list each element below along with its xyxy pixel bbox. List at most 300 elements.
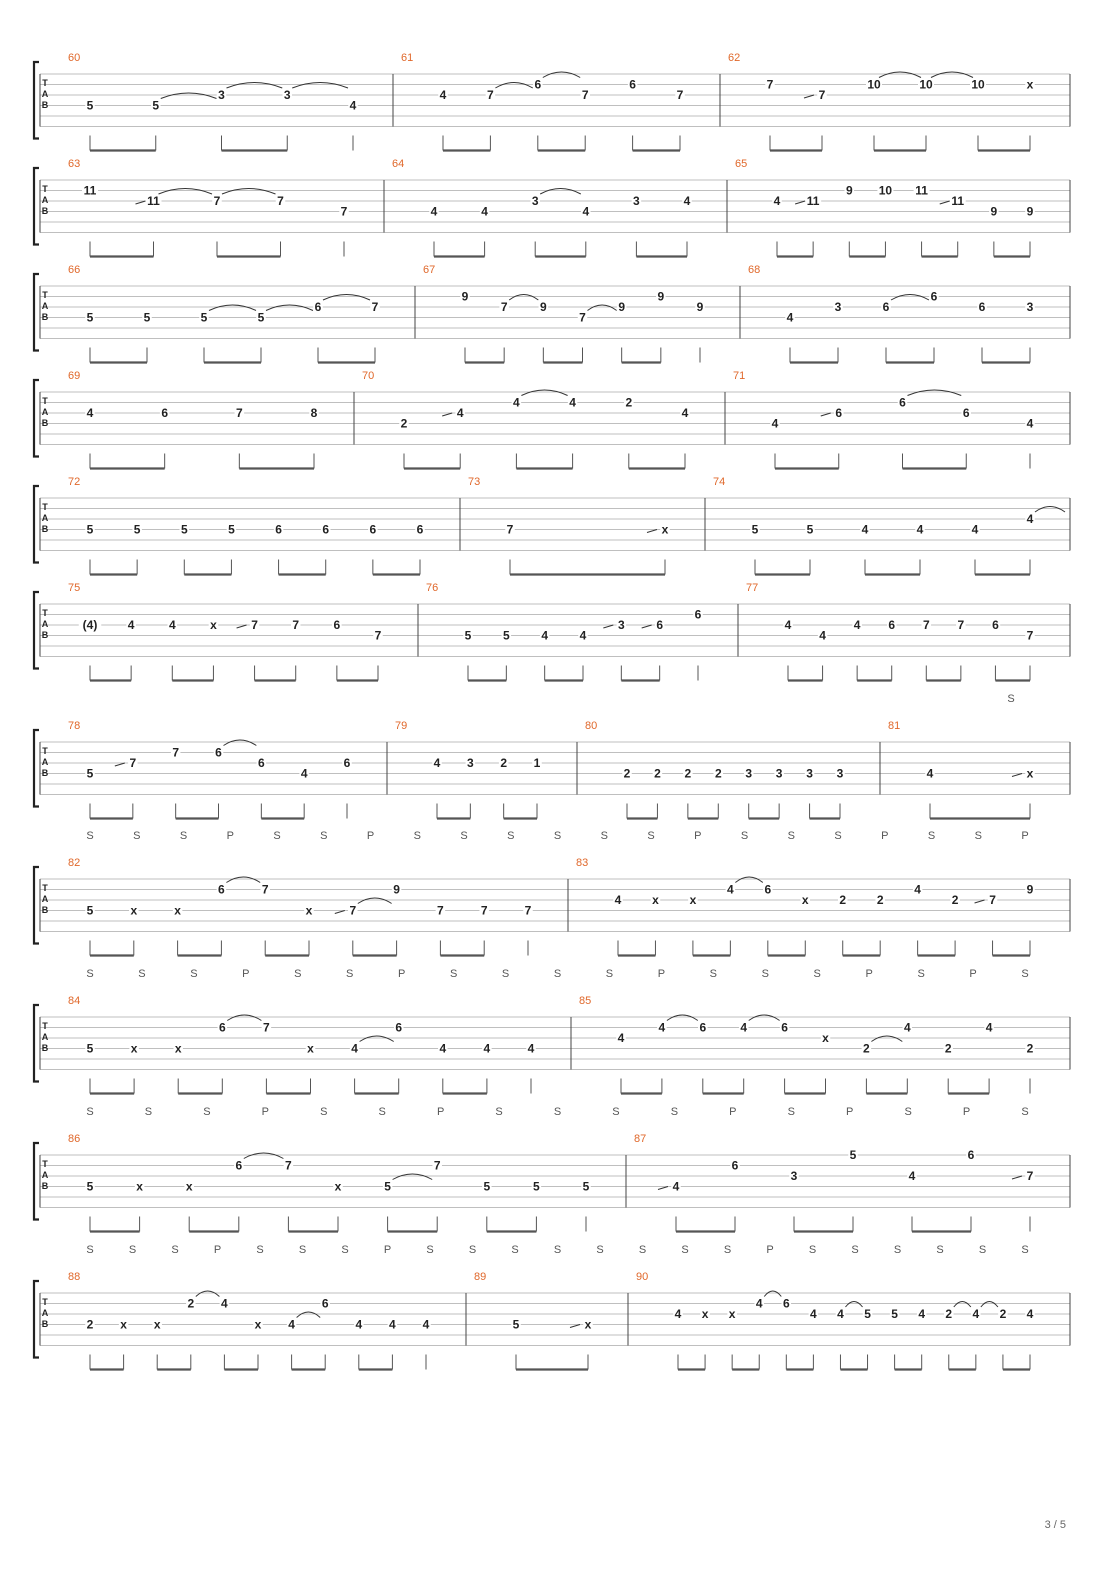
technique-marker: P bbox=[213, 1244, 222, 1256]
fret-number: 6 bbox=[275, 522, 282, 537]
system-bracket bbox=[34, 867, 39, 944]
fret-number: 7 bbox=[487, 88, 494, 102]
technique-marker: S bbox=[787, 1106, 795, 1118]
technique-marker: S bbox=[86, 830, 94, 842]
technique-marker: S bbox=[834, 830, 842, 842]
bar-number: 71 bbox=[733, 370, 746, 382]
fret-number: 5 bbox=[891, 1307, 898, 1321]
technique-marker: S bbox=[413, 830, 421, 842]
tie-arc bbox=[749, 1015, 780, 1021]
technique-marker: S bbox=[128, 1244, 137, 1256]
fret-number: 2 bbox=[876, 893, 884, 907]
fret-number: 1 bbox=[533, 756, 541, 770]
fret-number: 4 bbox=[355, 1317, 363, 1332]
bar-number: 66 bbox=[68, 264, 81, 276]
tab-clef-letter: T bbox=[42, 746, 48, 756]
tab-clef-letter: T bbox=[42, 502, 48, 512]
bar-number: 61 bbox=[401, 52, 414, 64]
fret-number: 4 bbox=[1026, 416, 1034, 431]
fret-number: 11 bbox=[951, 194, 965, 208]
technique-marker: P bbox=[397, 968, 406, 980]
fret-number: 6 bbox=[962, 406, 970, 420]
fret-number: 9 bbox=[990, 204, 998, 219]
tie-arc bbox=[521, 390, 567, 396]
fret-number: 4 bbox=[755, 1296, 763, 1311]
tie-arc bbox=[931, 72, 973, 78]
technique-marker: S bbox=[917, 968, 925, 980]
technique-marker: S bbox=[709, 968, 718, 980]
fret-number: 3 bbox=[633, 194, 640, 208]
fret-number: 7 bbox=[374, 628, 382, 643]
fret-number: 3 bbox=[775, 766, 783, 781]
fret-number: 4 bbox=[569, 395, 576, 410]
technique-marker: S bbox=[553, 830, 562, 842]
tab-clef-letter: A bbox=[41, 1170, 49, 1180]
technique-marker: P bbox=[436, 1106, 445, 1118]
technique-marker: P bbox=[969, 968, 977, 980]
tab-clef-letter: A bbox=[41, 1308, 49, 1318]
fret-number: 4 bbox=[672, 1179, 680, 1194]
fret-number: 11 bbox=[147, 194, 160, 208]
slide-mark bbox=[237, 625, 247, 628]
technique-marker: S bbox=[138, 968, 146, 980]
tab-clef-letter: B bbox=[41, 100, 49, 110]
bar-number: 85 bbox=[579, 995, 592, 1007]
slide-mark bbox=[821, 413, 831, 416]
tie-arc bbox=[360, 1036, 394, 1042]
technique-marker: S bbox=[133, 830, 141, 842]
bar-number: 65 bbox=[735, 158, 748, 170]
fret-number: 3 bbox=[283, 88, 291, 102]
tab-clef-letter: A bbox=[41, 513, 49, 523]
bar-number: 82 bbox=[68, 857, 81, 869]
fret-number: 9 bbox=[539, 300, 547, 314]
fret-number: x bbox=[174, 1041, 182, 1056]
technique-marker: S bbox=[612, 1106, 620, 1118]
fret-number: 6 bbox=[343, 756, 351, 770]
tie-arc bbox=[540, 189, 581, 195]
tab-clef-letter: B bbox=[41, 418, 49, 428]
fret-number: 4 bbox=[430, 204, 438, 219]
fret-number: 4 bbox=[456, 406, 464, 420]
tab-clef-letter: B bbox=[41, 312, 49, 322]
fret-number: 4 bbox=[740, 1020, 748, 1035]
fret-number: 6 bbox=[782, 1296, 790, 1311]
technique-marker: S bbox=[638, 1244, 647, 1256]
tie-arc bbox=[224, 740, 257, 746]
fret-number: 2 bbox=[654, 766, 661, 781]
slide-mark bbox=[136, 201, 146, 204]
tie-arc bbox=[209, 305, 256, 311]
fret-number: 6 bbox=[694, 607, 702, 622]
fret-number: 6 bbox=[882, 300, 890, 314]
technique-marker: S bbox=[553, 968, 562, 980]
fret-number: 2 bbox=[839, 893, 847, 907]
fret-number: x bbox=[153, 1317, 161, 1332]
fret-number: 9 bbox=[696, 300, 704, 314]
fret-number: x bbox=[334, 1179, 342, 1194]
fret-number: 4 bbox=[674, 1307, 682, 1321]
fret-number: 5 bbox=[133, 522, 141, 537]
fret-number: 4 bbox=[439, 1041, 447, 1056]
fret-number: 7 bbox=[251, 618, 258, 632]
technique-marker: S bbox=[256, 1244, 264, 1256]
technique-marker: S bbox=[927, 830, 936, 842]
technique-marker: S bbox=[1021, 1106, 1029, 1118]
fret-number: 4 bbox=[784, 618, 792, 632]
fret-number: x bbox=[661, 522, 669, 537]
fret-number: x bbox=[120, 1317, 127, 1332]
technique-marker: P bbox=[366, 830, 375, 842]
fret-number: 7 bbox=[263, 1020, 270, 1035]
fret-number: 4 bbox=[972, 1307, 980, 1321]
fret-number: 5 bbox=[512, 1317, 520, 1332]
technique-marker: S bbox=[761, 968, 769, 980]
fret-number: 4 bbox=[168, 618, 176, 632]
tie-arc bbox=[667, 1015, 698, 1021]
technique-marker: P bbox=[881, 830, 889, 842]
fret-number: 7 bbox=[349, 903, 357, 918]
fret-number: x bbox=[136, 1179, 143, 1194]
tie-arc bbox=[735, 877, 762, 883]
fret-number: 4 bbox=[1026, 1307, 1034, 1321]
fret-number: x bbox=[728, 1307, 736, 1321]
technique-marker: P bbox=[226, 830, 234, 842]
fret-number: 5 bbox=[86, 903, 94, 918]
fret-number: 6 bbox=[835, 406, 843, 420]
tie-arc bbox=[266, 305, 313, 311]
fret-number: 4 bbox=[914, 882, 921, 897]
technique-marker: S bbox=[460, 830, 468, 842]
fret-number: x bbox=[174, 903, 181, 918]
fret-number: 4 bbox=[127, 618, 135, 632]
fret-number: 9 bbox=[1026, 204, 1034, 219]
fret-number: 7 bbox=[524, 903, 532, 918]
technique-marker: S bbox=[740, 830, 749, 842]
bar-number: 73 bbox=[468, 476, 481, 488]
fret-number: 4 bbox=[1026, 512, 1034, 526]
fret-number: 7 bbox=[277, 194, 284, 208]
bar-number: 81 bbox=[888, 720, 901, 732]
fret-number: 2 bbox=[684, 766, 692, 781]
fret-number: 7 bbox=[1026, 628, 1034, 643]
tab-clef-letter: B bbox=[41, 1181, 49, 1191]
fret-number: 4 bbox=[86, 406, 94, 420]
bar-number: 89 bbox=[474, 1271, 487, 1283]
bar-number: 88 bbox=[68, 1271, 81, 1283]
technique-marker: P bbox=[865, 968, 873, 980]
technique-marker: P bbox=[962, 1106, 971, 1118]
technique-marker: S bbox=[426, 1244, 434, 1256]
fret-number: 3 bbox=[806, 766, 813, 781]
fret-number: 2 bbox=[187, 1296, 195, 1311]
fret-number: 8 bbox=[310, 406, 318, 420]
fret-number: 7 bbox=[292, 618, 300, 632]
fret-number: 11 bbox=[806, 194, 820, 208]
fret-number: 9 bbox=[657, 289, 665, 304]
technique-marker: S bbox=[553, 1244, 562, 1256]
slide-mark bbox=[975, 900, 985, 903]
fret-number: 5 bbox=[143, 310, 151, 325]
bar-number: 84 bbox=[68, 995, 81, 1007]
fret-number: 7 bbox=[172, 745, 180, 760]
fret-number: 9 bbox=[1026, 882, 1034, 897]
tab-clef-letter: T bbox=[42, 184, 48, 194]
fret-number: 10 bbox=[867, 77, 881, 92]
fret-number: 6 bbox=[322, 522, 330, 537]
fret-number: 5 bbox=[751, 522, 759, 537]
slide-mark bbox=[804, 95, 814, 98]
fret-number: 3 bbox=[1026, 300, 1034, 314]
fret-number: 5 bbox=[864, 1307, 871, 1321]
fret-number: 5 bbox=[86, 766, 94, 781]
fret-number: 9 bbox=[845, 183, 853, 198]
slide-mark bbox=[603, 625, 613, 628]
tie-arc bbox=[159, 189, 213, 195]
tab-clef-letter: T bbox=[42, 78, 48, 88]
fret-number: 4 bbox=[617, 1031, 625, 1045]
fret-number: 7 bbox=[213, 194, 221, 208]
system-bracket bbox=[34, 1143, 39, 1220]
fret-number: 4 bbox=[683, 194, 691, 208]
technique-marker: S bbox=[179, 830, 188, 842]
fret-number: 6 bbox=[764, 882, 772, 897]
slide-mark bbox=[647, 530, 657, 533]
bar-number: 60 bbox=[68, 52, 81, 64]
tab-clef-letter: T bbox=[42, 396, 48, 406]
fret-number: 7 bbox=[433, 1158, 441, 1173]
fret-number: 6 bbox=[218, 882, 225, 897]
technique-marker: S bbox=[86, 1244, 94, 1256]
slide-mark bbox=[1012, 774, 1022, 777]
fret-number: x bbox=[185, 1179, 193, 1194]
fret-number: 4 bbox=[300, 766, 308, 781]
fret-number: 3 bbox=[617, 618, 625, 632]
fret-number: 5 bbox=[806, 522, 814, 537]
fret-number: 5 bbox=[180, 522, 188, 537]
fret-number: 7 bbox=[579, 310, 586, 325]
tab-clef-letter: B bbox=[41, 630, 49, 640]
technique-marker: S bbox=[190, 968, 198, 980]
slide-mark bbox=[940, 201, 950, 204]
tab-clef-letter: A bbox=[41, 1032, 49, 1042]
page-number: 3 / 5 bbox=[1044, 1519, 1066, 1531]
fret-number: 5 bbox=[86, 310, 94, 325]
tie-arc bbox=[845, 1302, 862, 1308]
slide-mark bbox=[335, 911, 345, 914]
technique-marker: P bbox=[846, 1106, 854, 1118]
fret-number: 6 bbox=[629, 77, 636, 92]
tie-arc bbox=[161, 93, 217, 99]
system-bracket bbox=[34, 274, 39, 351]
fret-number: 7 bbox=[506, 522, 514, 537]
tab-clef-letter: T bbox=[42, 1159, 48, 1169]
fret-number: 5 bbox=[86, 1179, 94, 1194]
fret-number: 5 bbox=[483, 1179, 491, 1194]
tab-clef-letter: B bbox=[41, 1319, 49, 1329]
fret-number: 6 bbox=[930, 289, 938, 304]
tie-arc bbox=[358, 898, 392, 904]
technique-marker: S bbox=[298, 1244, 307, 1256]
fret-number: 5 bbox=[86, 522, 94, 537]
bar-number: 64 bbox=[392, 158, 405, 170]
fret-number: 7 bbox=[235, 406, 243, 420]
fret-number: 5 bbox=[464, 628, 472, 643]
fret-number: 7 bbox=[285, 1158, 292, 1173]
fret-number: 4 bbox=[771, 416, 779, 431]
fret-number: 4 bbox=[916, 522, 924, 537]
fret-number: 5 bbox=[200, 310, 208, 325]
fret-number: 10 bbox=[971, 77, 985, 92]
technique-marker: S bbox=[904, 1106, 912, 1118]
fret-number: 2 bbox=[944, 1041, 952, 1056]
bar-number: 87 bbox=[634, 1133, 647, 1145]
fret-number: x bbox=[584, 1317, 592, 1332]
fret-number: 4 bbox=[422, 1317, 430, 1332]
bar-number: 86 bbox=[68, 1133, 81, 1145]
fret-number: 7 bbox=[766, 77, 774, 92]
tab-clef-letter: B bbox=[41, 905, 49, 915]
technique-marker: S bbox=[681, 1244, 689, 1256]
fret-number: 9 bbox=[393, 882, 400, 897]
fret-number: 4 bbox=[908, 1169, 916, 1183]
fret-number: 6 bbox=[161, 406, 169, 420]
technique-marker: P bbox=[694, 830, 702, 842]
fret-number: 2 bbox=[625, 395, 633, 410]
tie-arc bbox=[509, 295, 538, 301]
slide-mark bbox=[642, 625, 652, 628]
technique-marker: S bbox=[341, 1244, 349, 1256]
tie-arc bbox=[227, 1015, 261, 1021]
technique-marker: S bbox=[320, 1106, 328, 1118]
tie-arc bbox=[954, 1302, 971, 1308]
technique-marker: S bbox=[86, 1106, 94, 1118]
fret-number: x bbox=[801, 893, 809, 907]
fret-number: 6 bbox=[235, 1158, 243, 1173]
technique-marker: S bbox=[808, 1244, 817, 1256]
bar-number: 70 bbox=[362, 370, 375, 382]
technique-marker: S bbox=[507, 830, 515, 842]
fret-number: 4 bbox=[433, 756, 441, 770]
fret-number: 2 bbox=[945, 1307, 953, 1321]
fret-number: 2 bbox=[500, 756, 508, 770]
fret-number: 7 bbox=[957, 618, 965, 632]
fret-number: 10 bbox=[919, 77, 933, 92]
bar-number: 69 bbox=[68, 370, 81, 382]
fret-number: 4 bbox=[541, 628, 549, 643]
tab-clef-letter: T bbox=[42, 883, 48, 893]
fret-number: 2 bbox=[623, 766, 631, 781]
fret-number: 5 bbox=[384, 1179, 391, 1194]
fret-number: 11 bbox=[83, 183, 97, 198]
tab-clef-letter: A bbox=[41, 757, 49, 767]
tab-clef-letter: A bbox=[41, 619, 49, 629]
tab-clef-letter: T bbox=[42, 1297, 48, 1307]
fret-number: 2 bbox=[714, 766, 722, 781]
fret-number: 9 bbox=[461, 289, 469, 304]
bar-number: 62 bbox=[728, 52, 741, 64]
fret-number: 5 bbox=[849, 1148, 857, 1162]
technique-marker: S bbox=[1007, 693, 1015, 705]
bar-number: 67 bbox=[423, 264, 436, 276]
fret-number: 3 bbox=[745, 766, 753, 781]
fret-number: 4 bbox=[773, 194, 781, 208]
fret-number: 9 bbox=[618, 300, 626, 314]
tie-arc bbox=[891, 295, 929, 301]
fret-number: 4 bbox=[288, 1317, 295, 1332]
fret-number: 3 bbox=[218, 88, 225, 102]
fret-number: 6 bbox=[899, 395, 906, 410]
fret-number: 6 bbox=[321, 1296, 329, 1311]
technique-marker: S bbox=[378, 1106, 386, 1118]
tie-arc bbox=[764, 1291, 781, 1297]
fret-number: 6 bbox=[534, 77, 542, 92]
slide-mark bbox=[658, 1187, 668, 1190]
bar-number: 90 bbox=[636, 1271, 649, 1283]
tie-arc bbox=[292, 83, 348, 89]
slide-mark bbox=[570, 1325, 580, 1328]
fret-number: 6 bbox=[215, 745, 222, 760]
fret-number: 6 bbox=[992, 618, 999, 632]
fret-number: 4 bbox=[786, 310, 794, 325]
fret-number: 6 bbox=[978, 300, 986, 314]
tab-clef-letter: A bbox=[41, 89, 49, 99]
technique-marker: S bbox=[893, 1244, 902, 1256]
fret-number: 4 bbox=[658, 1020, 666, 1035]
fret-number: 4 bbox=[853, 618, 861, 632]
bar-number: 78 bbox=[68, 720, 81, 732]
technique-marker: S bbox=[553, 1106, 562, 1118]
bar-number: 79 bbox=[395, 720, 408, 732]
technique-marker: S bbox=[647, 830, 655, 842]
fret-number: 6 bbox=[314, 300, 322, 314]
technique-marker: S bbox=[273, 830, 281, 842]
bar-number: 63 bbox=[68, 158, 81, 170]
fret-number: 6 bbox=[369, 522, 377, 537]
tie-arc bbox=[393, 1174, 433, 1180]
fret-number: 4 bbox=[483, 1041, 491, 1056]
fret-number: 2 bbox=[863, 1041, 870, 1056]
fret-number: x bbox=[210, 618, 217, 632]
fret-number: x bbox=[305, 903, 313, 918]
fret-number: 4 bbox=[439, 88, 447, 102]
fret-number: 4 bbox=[349, 98, 357, 113]
system-bracket bbox=[34, 168, 39, 245]
fret-number: 5 bbox=[257, 310, 265, 325]
fret-number: 4 bbox=[918, 1307, 926, 1321]
bar-number: 80 bbox=[585, 720, 598, 732]
tab-clef-letter: T bbox=[42, 290, 48, 300]
fret-number: 6 bbox=[967, 1148, 975, 1162]
technique-marker: P bbox=[766, 1244, 774, 1256]
technique-marker: S bbox=[346, 968, 354, 980]
slide-mark bbox=[115, 763, 125, 766]
fret-number: x bbox=[1026, 77, 1034, 92]
fret-number: 7 bbox=[922, 618, 930, 632]
fret-number: 7 bbox=[437, 903, 444, 918]
fret-number: 7 bbox=[129, 756, 137, 770]
technique-marker: S bbox=[294, 968, 302, 980]
fret-number: 3 bbox=[834, 300, 842, 314]
fret-number: 6 bbox=[888, 618, 896, 632]
tab-clef-letter: A bbox=[41, 301, 49, 311]
tie-arc bbox=[543, 72, 580, 78]
fret-number: 3 bbox=[466, 756, 474, 770]
fret-number: 4 bbox=[727, 882, 734, 897]
tab-clef-letter: B bbox=[41, 1043, 49, 1053]
fret-number: 3 bbox=[531, 194, 539, 208]
fret-number: 2 bbox=[1026, 1041, 1034, 1056]
